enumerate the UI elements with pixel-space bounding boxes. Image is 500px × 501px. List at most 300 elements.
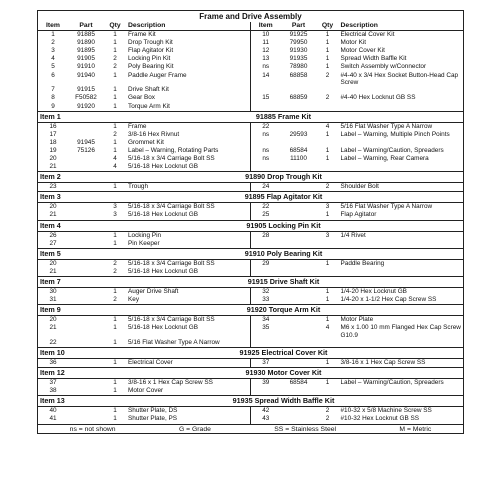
- cell-item: 7: [51, 86, 55, 94]
- section-header: [38, 248, 463, 259]
- cell-item: 11: [262, 39, 270, 47]
- section-header: [38, 111, 463, 122]
- cell-description: 1/4-20 Hex Locknut GB: [340, 287, 407, 295]
- cell-description: Frame: [126, 122, 251, 131]
- table-row: [38, 47, 463, 55]
- cell-item: 21: [49, 211, 57, 219]
- table-row: [38, 379, 463, 388]
- cell-description: Spread Width Baffle Kit: [340, 55, 407, 63]
- cell-qty: 1: [113, 146, 117, 154]
- cell-item: 21: [49, 267, 57, 275]
- cell-part: [68, 131, 104, 139]
- section-header: [38, 276, 463, 287]
- cell-qty: 2: [325, 407, 330, 415]
- cell-part: [68, 379, 104, 388]
- cell-part: [68, 203, 104, 212]
- cell-item: 24: [262, 183, 270, 191]
- section-header: [38, 368, 463, 379]
- table-row: [38, 240, 463, 249]
- column-header-part: Part: [281, 22, 317, 31]
- cell-part: [68, 387, 104, 396]
- table-row: [38, 139, 463, 147]
- cell-part: 68584: [289, 379, 308, 387]
- cell-description: 1/4 Rivet: [340, 231, 366, 239]
- cell-description: Locking Pin: [126, 231, 251, 240]
- table-row: [38, 183, 463, 192]
- cell-description: [339, 103, 464, 112]
- table-row: [38, 155, 463, 163]
- cell-description: 5/16-18 Hex Locknut GB: [126, 211, 251, 220]
- cell-item: 4: [51, 55, 55, 63]
- cell-qty: [317, 163, 339, 172]
- page-title: Frame and Drive Assembly: [38, 11, 463, 22]
- cell-item: 22: [262, 122, 270, 130]
- cell-description: Trough: [126, 183, 251, 192]
- cell-part: 91890: [77, 39, 95, 47]
- cell-part: [281, 122, 317, 131]
- cell-qty: 2: [325, 415, 330, 423]
- cell-item: 18: [49, 138, 57, 146]
- cell-description: Grommet Kit: [126, 139, 251, 147]
- table-row: [38, 359, 463, 368]
- cell-qty: 4: [325, 324, 330, 332]
- cell-qty: 2: [113, 63, 117, 71]
- cell-description: [339, 240, 464, 249]
- cell-description: Motor Plate: [340, 316, 374, 324]
- cell-qty: 2: [113, 295, 117, 303]
- column-header-item: Item: [251, 22, 281, 31]
- cell-description: #10-32 Hex Locknut GB SS: [340, 415, 420, 423]
- cell-qty: [317, 240, 339, 249]
- cell-description: Paddle Bearing: [340, 259, 385, 267]
- cell-part: 68859: [289, 94, 308, 102]
- section-header: [38, 220, 463, 231]
- cell-item: [251, 387, 281, 396]
- section-title: 91910 Poly Bearing Kit: [104, 248, 463, 259]
- table-row: [38, 316, 463, 325]
- section-title: 91925 Electrical Cover Kit: [104, 348, 463, 359]
- table-row: [38, 268, 463, 277]
- cell-description: Paddle Auger Frame: [126, 72, 251, 87]
- cell-qty: 1: [113, 47, 117, 55]
- cell-description: [339, 268, 464, 277]
- cell-item: [251, 103, 281, 112]
- cell-item: 38: [49, 387, 57, 395]
- cell-part: [68, 155, 104, 163]
- cell-description: 5/16-18 x 3/4 Carriage Bolt SS: [126, 155, 251, 163]
- cell-qty: 1: [325, 55, 330, 63]
- cell-description: 5/16-18 Hex Locknut GB: [126, 324, 251, 339]
- section-item-label: Item 13: [38, 396, 104, 407]
- cell-qty: 1: [325, 47, 330, 55]
- cell-description: Switch Assembly w/Connector: [340, 63, 427, 71]
- cell-description: Motor Cover: [126, 387, 251, 396]
- cell-item: ns: [262, 146, 270, 154]
- cell-part: 91905: [77, 55, 95, 63]
- cell-description: [339, 387, 464, 396]
- cell-description: 5/16 Flat Washer Type A Narrow: [340, 122, 433, 130]
- cell-item: 17: [49, 130, 57, 138]
- cell-qty: 2: [113, 130, 117, 138]
- section-title: 91915 Drive Shaft Kit: [104, 276, 463, 287]
- cell-part: [281, 339, 317, 348]
- cell-part: 91935: [289, 55, 308, 63]
- cell-item: 20: [49, 259, 57, 267]
- cell-part: [68, 240, 104, 249]
- table-row: [38, 407, 463, 416]
- cell-qty: 1: [325, 316, 330, 324]
- cell-qty: 1: [325, 259, 330, 267]
- cell-item: 15: [262, 94, 270, 102]
- cell-description: Poly Bearing Kit: [126, 63, 251, 71]
- cell-description: Locking Pin Kit: [126, 55, 251, 63]
- cell-item: [251, 268, 281, 277]
- cell-description: Torque Arm Kit: [126, 103, 251, 112]
- legend: [38, 424, 463, 433]
- cell-description: 5/16-18 Hex Locknut GB: [126, 268, 251, 277]
- cell-item: 40: [49, 407, 57, 415]
- cell-description: Shutter Plate, PS: [126, 415, 251, 423]
- cell-part: 91895: [77, 47, 95, 55]
- section-title: 91885 Frame Kit: [104, 111, 463, 122]
- table-row: [38, 324, 463, 339]
- cell-part: [68, 211, 104, 220]
- cell-part: 91940: [77, 71, 95, 79]
- cell-qty: [317, 339, 339, 348]
- table-row: [38, 287, 463, 296]
- cell-description: [339, 139, 464, 147]
- cell-description: Label – Warning, Rear Camera: [340, 155, 429, 163]
- cell-qty: 2: [113, 267, 117, 275]
- cell-part: [68, 122, 104, 131]
- table-row: [38, 31, 463, 40]
- cell-description: Electrical Cover Kit: [340, 31, 395, 39]
- cell-qty: 4: [113, 163, 117, 171]
- table-row: [38, 39, 463, 47]
- cell-item: 35: [262, 324, 270, 332]
- cell-part: 11100: [290, 155, 307, 163]
- cell-item: 21: [49, 163, 57, 171]
- section-item-label: Item 7: [38, 276, 104, 287]
- cell-qty: 1: [113, 316, 117, 324]
- cell-part: [68, 407, 104, 416]
- section-item-label: Item 3: [38, 192, 104, 203]
- cell-qty: 2: [113, 55, 117, 63]
- cell-qty: 1: [325, 155, 330, 163]
- cell-qty: 1: [325, 379, 330, 387]
- cell-qty: 1: [113, 71, 117, 79]
- section-item-label: Item 2: [38, 172, 104, 183]
- cell-description: #4-40 Hex Locknut GB SS: [340, 94, 416, 102]
- cell-part: [281, 359, 317, 368]
- cell-part: [281, 86, 317, 94]
- cell-item: ns: [262, 130, 270, 138]
- cell-part: [68, 183, 104, 192]
- cell-part: [281, 287, 317, 296]
- cell-description: [339, 86, 464, 94]
- cell-qty: 1: [113, 31, 117, 39]
- cell-part: [68, 339, 104, 348]
- cell-qty: 1: [113, 407, 117, 415]
- cell-description: Motor Kit: [340, 39, 367, 47]
- cell-description: Shoulder Bolt: [340, 183, 379, 191]
- cell-part: [281, 240, 317, 249]
- cell-item: 39: [262, 379, 270, 387]
- cell-part: [68, 259, 104, 268]
- cell-description: Flap Agitator: [340, 211, 377, 219]
- cell-qty: 1: [113, 94, 117, 102]
- section-header: [38, 192, 463, 203]
- table-row: [38, 259, 463, 268]
- table-row: [38, 387, 463, 396]
- section-item-label: Item 9: [38, 305, 104, 316]
- cell-part: [281, 296, 317, 305]
- legend-ns: ns = not shown: [69, 425, 116, 433]
- cell-qty: 1: [325, 130, 330, 138]
- cell-item: 29: [262, 259, 270, 267]
- cell-qty: [317, 387, 339, 396]
- parts-list: [37, 10, 464, 434]
- cell-part: [281, 231, 317, 240]
- cell-qty: 3: [325, 203, 330, 211]
- cell-description: 5/16-18 Hex Locknut GB: [126, 163, 251, 172]
- table-row: [38, 203, 463, 212]
- cell-item: 21: [49, 324, 57, 332]
- table-row: [38, 339, 463, 348]
- cell-item: 9: [51, 102, 55, 110]
- cell-description: #4-40 x 3/4 Hex Socket Button-Head Cap Screw: [340, 71, 459, 86]
- cell-qty: 1: [325, 295, 330, 303]
- cell-description: 1/4-20 x 1-1/2 Hex Cap Screw SS: [340, 295, 437, 303]
- table-row: [38, 163, 463, 172]
- cell-part: 91925: [289, 31, 308, 39]
- cell-description: 5/16-18 x 3/4 Carriage Bolt SS: [126, 259, 251, 268]
- cell-item: [251, 339, 281, 348]
- section-item-label: Item 1: [38, 111, 104, 122]
- cell-description: 5/16-18 x 3/4 Carriage Bolt SS: [126, 316, 251, 325]
- column-header-part: Part: [68, 22, 104, 31]
- cell-part: [281, 259, 317, 268]
- table-row: [38, 211, 463, 220]
- table-row: [38, 72, 463, 87]
- parts-table: [38, 22, 463, 424]
- cell-qty: [317, 103, 339, 112]
- cell-part: 91945: [77, 138, 95, 146]
- table-row: [38, 55, 463, 63]
- cell-description: Label – Warning/Caution, Spreaders: [340, 379, 444, 387]
- cell-part: [68, 287, 104, 296]
- column-header-qty: Qty: [104, 22, 126, 31]
- cell-qty: 2: [113, 259, 117, 267]
- cell-qty: 1: [113, 122, 117, 130]
- cell-qty: 1: [113, 239, 117, 247]
- cell-qty: 3: [113, 211, 117, 219]
- cell-part: [281, 103, 317, 112]
- cell-item: 28: [262, 231, 270, 239]
- table-row: [38, 63, 463, 71]
- cell-part: 79950: [289, 39, 308, 47]
- cell-description: Label – Warning, Multiple Pinch Points: [340, 130, 450, 138]
- cell-qty: [317, 139, 339, 147]
- cell-part: [68, 296, 104, 305]
- cell-part: [281, 268, 317, 277]
- cell-item: 42: [262, 407, 270, 415]
- cell-description: Gear Box: [126, 94, 251, 102]
- cell-qty: 1: [113, 183, 117, 191]
- cell-qty: 1: [325, 287, 330, 295]
- legend-metric: M = Metric: [399, 425, 432, 433]
- cell-item: 19: [49, 146, 57, 154]
- cell-qty: 1: [325, 63, 330, 71]
- column-header-item: Item: [38, 22, 68, 31]
- column-header-qty: Qty: [317, 22, 339, 31]
- cell-item: 43: [262, 415, 270, 423]
- cell-description: 3/8-16 x 1 Hex Cap Screw SS: [126, 379, 251, 388]
- cell-description: Drive Shaft Kit: [126, 86, 251, 94]
- cell-part: [68, 359, 104, 368]
- cell-description: 3/8-16 x 1 Hex Cap Screw SS: [340, 359, 426, 367]
- cell-qty: 1: [113, 387, 117, 395]
- cell-part: [68, 324, 104, 339]
- cell-part: [281, 415, 317, 423]
- cell-qty: 3: [113, 203, 117, 211]
- cell-item: [251, 163, 281, 172]
- cell-item: [251, 139, 281, 147]
- table-row: [38, 122, 463, 131]
- cell-part: 75126: [77, 146, 95, 154]
- cell-item: 37: [49, 379, 57, 387]
- section-title: 91935 Spread Width Baffle Kit: [104, 396, 463, 407]
- cell-qty: 4: [113, 155, 117, 163]
- cell-item: [251, 240, 281, 249]
- cell-part: [68, 163, 104, 172]
- table-row: [38, 103, 463, 112]
- cell-item: 22: [49, 338, 57, 346]
- cell-description: Pin Keeper: [126, 240, 251, 249]
- cell-item: 33: [262, 295, 270, 303]
- cell-qty: 1: [113, 287, 117, 295]
- legend-ss: SS = Stainless Steel: [274, 425, 337, 433]
- cell-item: 31: [49, 295, 57, 303]
- cell-item: ns: [262, 63, 270, 71]
- cell-part: [281, 183, 317, 192]
- cell-item: ns: [262, 155, 270, 163]
- cell-part: [281, 211, 317, 220]
- cell-part: [68, 268, 104, 277]
- cell-part: 68858: [289, 71, 308, 79]
- cell-item: 13: [262, 55, 270, 63]
- cell-description: #10-32 x 5/8 Machine Screw SS: [340, 407, 432, 415]
- table-row: [38, 94, 463, 102]
- section-item-label: Item 12: [38, 368, 104, 379]
- column-header-description: Description: [126, 22, 251, 31]
- cell-item: 12: [262, 47, 270, 55]
- cell-description: Shutter Plate, DS: [126, 407, 251, 416]
- cell-item: 23: [49, 183, 57, 191]
- table-row: [38, 231, 463, 240]
- cell-item: 32: [262, 287, 270, 295]
- cell-part: [281, 387, 317, 396]
- cell-description: Drop Trough Kit: [126, 39, 251, 47]
- section-header: [38, 348, 463, 359]
- cell-qty: 1: [113, 324, 117, 332]
- section-header: [38, 396, 463, 407]
- cell-qty: 1: [325, 39, 330, 47]
- section-title: 91920 Torque Arm Kit: [104, 305, 463, 316]
- cell-qty: 1: [325, 31, 330, 39]
- cell-description: M6 x 1.00 10 mm Flanged Hex Cap Screw G10.9: [340, 324, 461, 339]
- cell-qty: 1: [113, 231, 117, 239]
- cell-qty: 1: [113, 86, 117, 94]
- cell-item: 6: [51, 71, 55, 79]
- section-title: 91895 Flap Agitator Kit: [104, 192, 463, 203]
- cell-part: [281, 316, 317, 325]
- cell-qty: 3: [325, 231, 330, 239]
- cell-description: Auger Drive Shaft: [126, 287, 251, 296]
- section-title: 91890 Drop Trough Kit: [104, 172, 463, 183]
- cell-description: 5/16 Flat Washer Type A Narrow: [340, 203, 433, 211]
- cell-part: 91910: [77, 63, 95, 71]
- cell-qty: 1: [325, 146, 330, 154]
- cell-qty: 2: [325, 94, 330, 102]
- cell-item: 41: [49, 415, 57, 423]
- cell-part: [281, 203, 317, 212]
- cell-item: 20: [49, 155, 57, 163]
- legend-grade: G = Grade: [178, 425, 211, 433]
- cell-part: 29593: [289, 130, 308, 138]
- cell-description: Electrical Cover: [126, 359, 251, 368]
- cell-description: [339, 339, 464, 348]
- cell-qty: 1: [113, 138, 117, 146]
- cell-item: 30: [49, 287, 57, 295]
- cell-qty: 1: [113, 379, 117, 387]
- section-item-label: Item 10: [38, 348, 104, 359]
- cell-part: [281, 407, 317, 416]
- cell-qty: [317, 268, 339, 277]
- cell-description: Key: [126, 296, 251, 305]
- cell-item: 22: [262, 203, 270, 211]
- cell-item: 26: [49, 231, 57, 239]
- table-row: [38, 296, 463, 305]
- cell-description: 5/16-18 x 3/4 Carriage Bolt SS: [126, 203, 251, 212]
- cell-part: 68584: [289, 146, 308, 154]
- cell-description: Label – Warning/Caution, Spreaders: [340, 146, 444, 154]
- cell-item: 16: [49, 122, 57, 130]
- section-header: [38, 305, 463, 316]
- cell-item: 34: [262, 316, 270, 324]
- section-header: [38, 172, 463, 183]
- column-header-description: Description: [339, 22, 464, 31]
- cell-item: 20: [49, 203, 57, 211]
- cell-description: Frame Kit: [126, 31, 251, 40]
- cell-qty: 1: [325, 211, 330, 219]
- cell-item: 8: [51, 94, 55, 102]
- cell-part: [281, 324, 317, 339]
- table-row: [38, 415, 463, 423]
- cell-item: 10: [262, 31, 270, 39]
- cell-item: 25: [262, 211, 270, 219]
- cell-description: 3/8-16 Hex Rivnut: [126, 131, 251, 139]
- cell-qty: [317, 86, 339, 94]
- cell-description: [339, 163, 464, 172]
- table-row: [38, 131, 463, 139]
- cell-qty: 1: [113, 415, 117, 423]
- cell-part: 78980: [289, 63, 308, 71]
- cell-part: [281, 163, 317, 172]
- section-item-label: Item 4: [38, 220, 104, 231]
- section-item-label: Item 5: [38, 248, 104, 259]
- cell-item: 5: [51, 63, 55, 71]
